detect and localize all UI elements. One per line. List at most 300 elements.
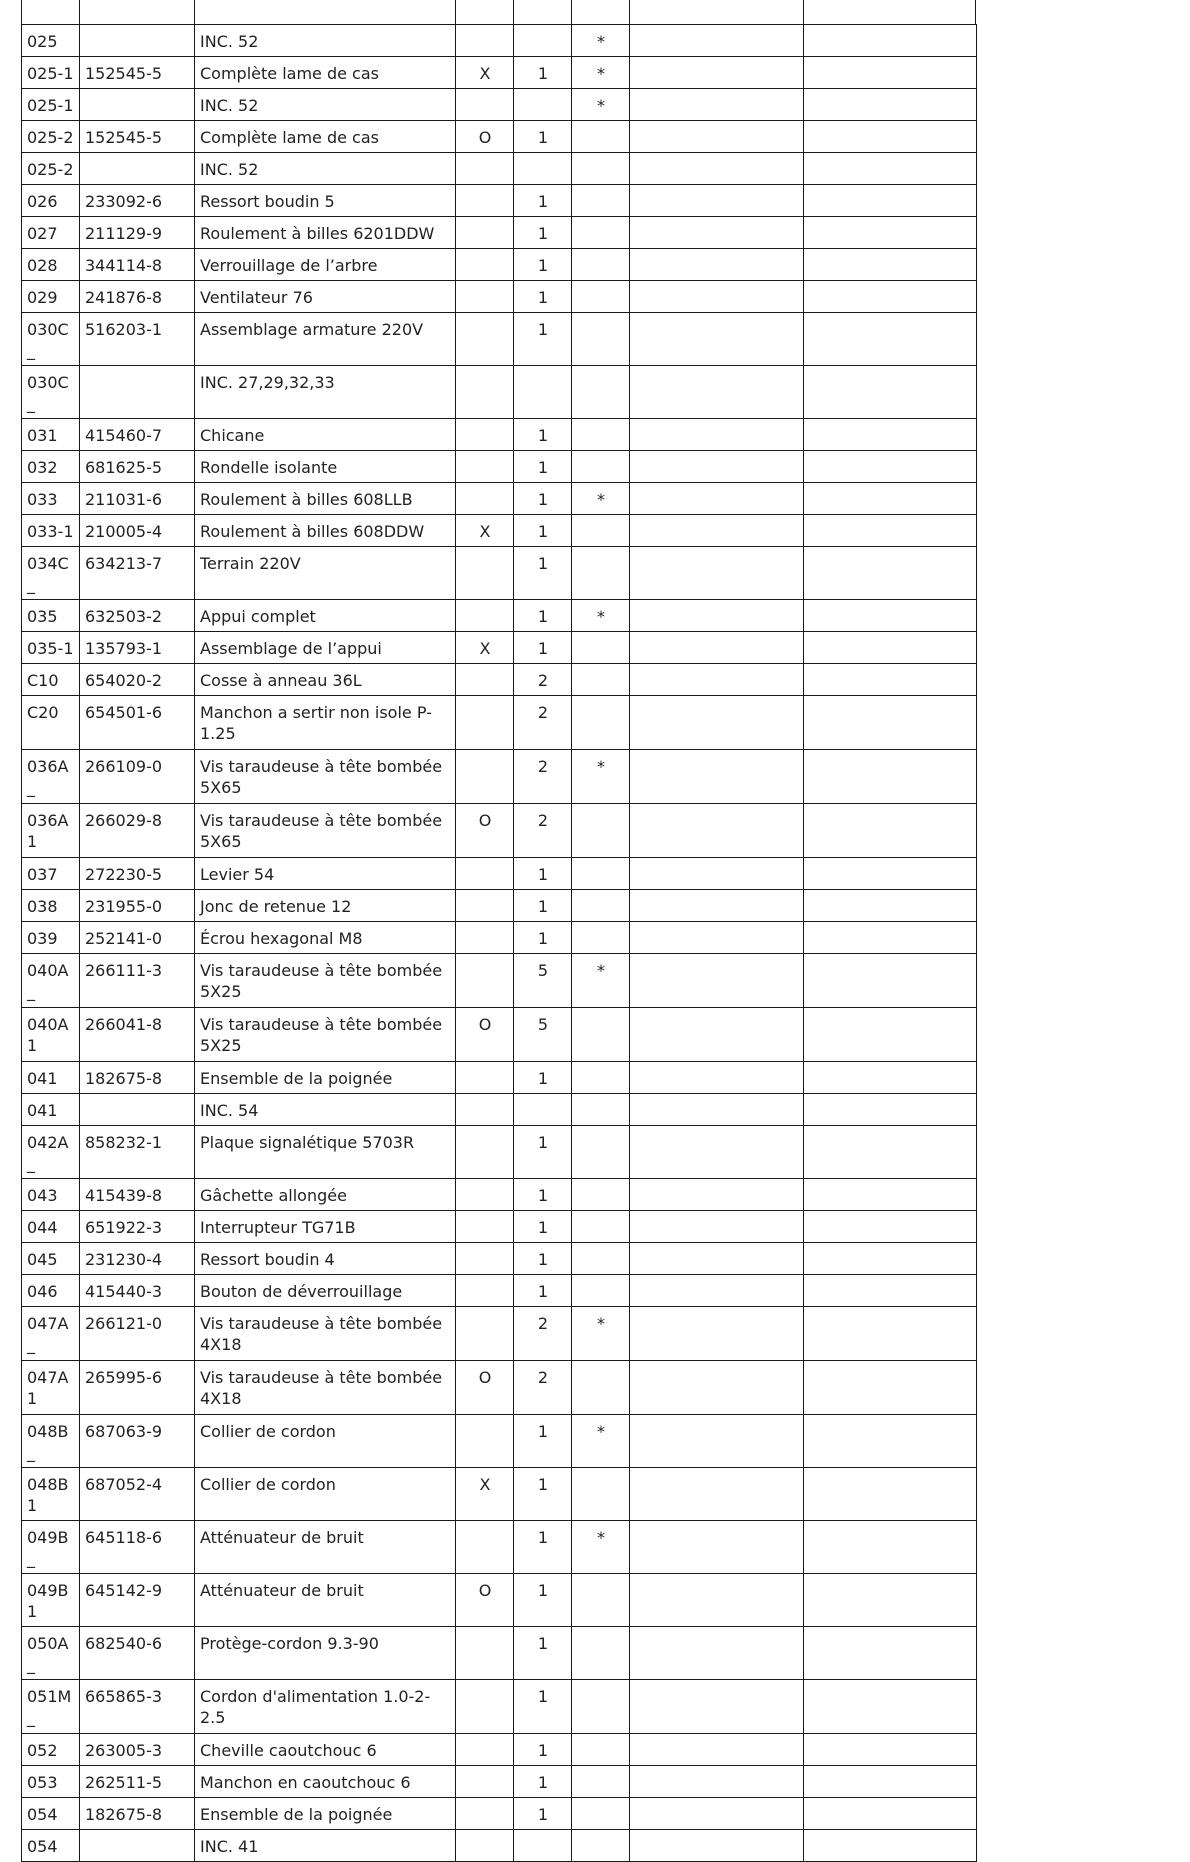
blank-cell [630, 121, 804, 153]
table-row [22, 366, 977, 419]
part-number: 654501-6 [80, 696, 195, 750]
blank-cell [804, 1627, 977, 1680]
table-row [22, 185, 977, 217]
quantity: 1 [514, 515, 572, 547]
quantity: 2 [514, 664, 572, 696]
description: Plaque signalétique 5703R [195, 1126, 456, 1179]
description: Appui complet [195, 600, 456, 632]
note-mark [572, 1627, 630, 1680]
blank-cell [630, 1275, 804, 1307]
variant-flag [456, 153, 514, 185]
blank-cell [630, 185, 804, 217]
description: Gâchette allongée [195, 1179, 456, 1211]
description: Interrupteur TG71B [195, 1211, 456, 1243]
blank-cell [630, 281, 804, 313]
description: Cordon d'alimentation 1.0-2-2.5 [195, 1680, 456, 1734]
part-number: 682540-6 [80, 1627, 195, 1680]
blank-cell [630, 954, 804, 1008]
blank-cell [804, 890, 977, 922]
quantity: 2 [514, 1307, 572, 1361]
variant-flag [456, 1734, 514, 1766]
note-mark [572, 1211, 630, 1243]
column-edge [21, 0, 22, 24]
note-mark [572, 451, 630, 483]
variant-flag [456, 954, 514, 1008]
quantity: 1 [514, 1766, 572, 1798]
quantity: 2 [514, 750, 572, 804]
quantity: 1 [514, 185, 572, 217]
description: Complète lame de cas [195, 57, 456, 89]
quantity: 1 [514, 547, 572, 600]
column-edge [571, 0, 572, 24]
blank-cell [630, 890, 804, 922]
item-number: 035 [22, 600, 80, 632]
quantity: 1 [514, 57, 572, 89]
variant-flag [456, 922, 514, 954]
description: Roulement à billes 608LLB [195, 483, 456, 515]
description: Vis taraudeuse à tête bombée 4X18 [195, 1307, 456, 1361]
item-number: 046 [22, 1275, 80, 1307]
blank-cell [804, 1798, 977, 1830]
blank-cell [630, 1627, 804, 1680]
description: Collier de cordon [195, 1415, 456, 1468]
part-number: 645142-9 [80, 1574, 195, 1627]
part-number: 632503-2 [80, 600, 195, 632]
variant-flag [456, 1179, 514, 1211]
quantity [514, 1094, 572, 1126]
item-number: 041 [22, 1062, 80, 1094]
note-mark: * [572, 483, 630, 515]
variant-flag [456, 696, 514, 750]
description: Vis taraudeuse à tête bombée 5X65 [195, 750, 456, 804]
table-row [22, 57, 977, 89]
table-row [22, 954, 977, 1008]
item-number: 039 [22, 922, 80, 954]
blank-cell [630, 1574, 804, 1627]
blank-cell [630, 1415, 804, 1468]
note-mark [572, 922, 630, 954]
blank-cell [804, 249, 977, 281]
item-number: 043 [22, 1179, 80, 1211]
blank-cell [804, 89, 977, 121]
description: Vis taraudeuse à tête bombée 5X25 [195, 954, 456, 1008]
quantity: 1 [514, 451, 572, 483]
note-mark [572, 1574, 630, 1627]
note-mark [572, 185, 630, 217]
part-number: 654020-2 [80, 664, 195, 696]
quantity: 1 [514, 1680, 572, 1734]
note-mark [572, 804, 630, 858]
part-number [80, 153, 195, 185]
blank-cell [804, 185, 977, 217]
description: Protège-cordon 9.3-90 [195, 1627, 456, 1680]
table-row [22, 696, 977, 750]
table-row [22, 249, 977, 281]
quantity: 1 [514, 1415, 572, 1468]
table-row [22, 1415, 977, 1468]
note-mark: * [572, 1415, 630, 1468]
parts-list [21, 24, 976, 1862]
table-row [22, 804, 977, 858]
item-number: 040A_ [22, 954, 80, 1008]
quantity: 1 [514, 1211, 572, 1243]
description: Manchon en caoutchouc 6 [195, 1766, 456, 1798]
part-number: 182675-8 [80, 1798, 195, 1830]
variant-flag [456, 547, 514, 600]
item-number: 031 [22, 419, 80, 451]
note-mark [572, 121, 630, 153]
variant-flag [456, 313, 514, 366]
blank-cell [804, 1062, 977, 1094]
note-mark [572, 419, 630, 451]
blank-cell [804, 153, 977, 185]
blank-cell [804, 1008, 977, 1062]
table-row [22, 25, 977, 57]
item-number: 030C_ [22, 366, 80, 419]
blank-cell [804, 25, 977, 57]
variant-flag [456, 1521, 514, 1574]
table-row [22, 858, 977, 890]
blank-cell [630, 366, 804, 419]
note-mark [572, 547, 630, 600]
variant-flag: O [456, 1574, 514, 1627]
variant-flag [456, 1307, 514, 1361]
part-number: 152545-5 [80, 121, 195, 153]
table-row [22, 1094, 977, 1126]
item-number: 030C_ [22, 313, 80, 366]
part-number: 266121-0 [80, 1307, 195, 1361]
quantity: 1 [514, 1468, 572, 1521]
item-number: 054 [22, 1830, 80, 1862]
part-number: 858232-1 [80, 1126, 195, 1179]
description: Ressort boudin 4 [195, 1243, 456, 1275]
note-mark [572, 1126, 630, 1179]
quantity: 1 [514, 1243, 572, 1275]
description: INC. 54 [195, 1094, 456, 1126]
blank-cell [804, 632, 977, 664]
blank-cell [630, 483, 804, 515]
blank-cell [630, 153, 804, 185]
note-mark [572, 153, 630, 185]
column-edge [803, 0, 804, 24]
variant-flag [456, 600, 514, 632]
item-number: 049B_ [22, 1521, 80, 1574]
item-number: 040A1 [22, 1008, 80, 1062]
variant-flag [456, 89, 514, 121]
description: Cheville caoutchouc 6 [195, 1734, 456, 1766]
description: INC. 41 [195, 1830, 456, 1862]
variant-flag [456, 419, 514, 451]
blank-cell [630, 57, 804, 89]
quantity: 1 [514, 313, 572, 366]
blank-cell [804, 1094, 977, 1126]
part-number: 687063-9 [80, 1415, 195, 1468]
description: Levier 54 [195, 858, 456, 890]
quantity: 1 [514, 858, 572, 890]
table-row [22, 1062, 977, 1094]
description: Vis taraudeuse à tête bombée 5X25 [195, 1008, 456, 1062]
part-number [80, 1094, 195, 1126]
part-number: 182675-8 [80, 1062, 195, 1094]
description: Manchon a sertir non isole P-1.25 [195, 696, 456, 750]
item-number: 054 [22, 1798, 80, 1830]
quantity: 1 [514, 483, 572, 515]
table-row [22, 1008, 977, 1062]
blank-cell [630, 1179, 804, 1211]
blank-cell [630, 1734, 804, 1766]
part-number: 651922-3 [80, 1211, 195, 1243]
blank-cell [630, 547, 804, 600]
quantity: 1 [514, 890, 572, 922]
table-row [22, 1361, 977, 1415]
column-edge [975, 0, 976, 24]
description: INC. 52 [195, 153, 456, 185]
variant-flag [456, 1211, 514, 1243]
description: Bouton de déverrouillage [195, 1275, 456, 1307]
part-number: 231230-4 [80, 1243, 195, 1275]
part-number: 665865-3 [80, 1680, 195, 1734]
table-row [22, 1468, 977, 1521]
part-number: 516203-1 [80, 313, 195, 366]
table-row [22, 1521, 977, 1574]
variant-flag [456, 1680, 514, 1734]
item-number: 025-2 [22, 153, 80, 185]
blank-cell [804, 313, 977, 366]
blank-cell [804, 1468, 977, 1521]
blank-cell [804, 451, 977, 483]
quantity: 2 [514, 696, 572, 750]
note-mark [572, 1468, 630, 1521]
column-edge [79, 0, 80, 24]
item-number: 033 [22, 483, 80, 515]
part-number: 266041-8 [80, 1008, 195, 1062]
blank-cell [804, 804, 977, 858]
part-number: 272230-5 [80, 858, 195, 890]
description: Vis taraudeuse à tête bombée 4X18 [195, 1361, 456, 1415]
note-mark [572, 890, 630, 922]
blank-cell [804, 696, 977, 750]
variant-flag [456, 1798, 514, 1830]
item-number: 027 [22, 217, 80, 249]
column-edge [629, 0, 630, 24]
description: Atténuateur de bruit [195, 1574, 456, 1627]
part-number: 266029-8 [80, 804, 195, 858]
blank-cell [630, 515, 804, 547]
item-number: 045 [22, 1243, 80, 1275]
note-mark [572, 1734, 630, 1766]
blank-cell [630, 696, 804, 750]
quantity: 1 [514, 922, 572, 954]
blank-cell [630, 419, 804, 451]
table-row [22, 1680, 977, 1734]
blank-cell [630, 249, 804, 281]
note-mark [572, 1680, 630, 1734]
variant-flag [456, 483, 514, 515]
part-number: 211031-6 [80, 483, 195, 515]
blank-cell [804, 483, 977, 515]
blank-cell [804, 281, 977, 313]
part-number: 415460-7 [80, 419, 195, 451]
part-number: 210005-4 [80, 515, 195, 547]
item-number: 025-1 [22, 57, 80, 89]
blank-cell [804, 1766, 977, 1798]
table-row [22, 547, 977, 600]
item-number: 038 [22, 890, 80, 922]
blank-cell [804, 1307, 977, 1361]
note-mark [572, 1094, 630, 1126]
note-mark: * [572, 57, 630, 89]
table-row [22, 217, 977, 249]
variant-flag [456, 1275, 514, 1307]
blank-cell [630, 1830, 804, 1862]
variant-flag [456, 1766, 514, 1798]
blank-cell [630, 858, 804, 890]
item-number: C10 [22, 664, 80, 696]
table-row [22, 922, 977, 954]
quantity [514, 25, 572, 57]
part-number: 645118-6 [80, 1521, 195, 1574]
part-number: 252141-0 [80, 922, 195, 954]
blank-cell [804, 922, 977, 954]
item-number: 032 [22, 451, 80, 483]
blank-cell [630, 804, 804, 858]
note-mark [572, 664, 630, 696]
blank-cell [804, 1680, 977, 1734]
blank-cell [804, 1734, 977, 1766]
description: Rondelle isolante [195, 451, 456, 483]
parts-table-body [22, 25, 977, 1862]
description: Collier de cordon [195, 1468, 456, 1521]
variant-flag [456, 185, 514, 217]
item-number: 034C_ [22, 547, 80, 600]
description: INC. 27,29,32,33 [195, 366, 456, 419]
table-row [22, 1766, 977, 1798]
blank-cell [630, 1680, 804, 1734]
variant-flag [456, 25, 514, 57]
description: Complète lame de cas [195, 121, 456, 153]
note-mark [572, 366, 630, 419]
blank-cell [804, 600, 977, 632]
table-row [22, 750, 977, 804]
description: Verrouillage de l’arbre [195, 249, 456, 281]
quantity: 1 [514, 1126, 572, 1179]
variant-flag [456, 1415, 514, 1468]
item-number: 051M_ [22, 1680, 80, 1734]
item-number: 036A_ [22, 750, 80, 804]
description: Chicane [195, 419, 456, 451]
item-number: 036A1 [22, 804, 80, 858]
quantity: 1 [514, 1574, 572, 1627]
part-number: 233092-6 [80, 185, 195, 217]
quantity: 2 [514, 804, 572, 858]
part-number: 265995-6 [80, 1361, 195, 1415]
table-row [22, 515, 977, 547]
item-number: 029 [22, 281, 80, 313]
part-number: 135793-1 [80, 632, 195, 664]
note-mark: * [572, 89, 630, 121]
blank-cell [804, 1521, 977, 1574]
note-mark [572, 313, 630, 366]
note-mark [572, 1830, 630, 1862]
table-row [22, 1211, 977, 1243]
note-mark [572, 1798, 630, 1830]
blank-cell [804, 1126, 977, 1179]
column-edge [455, 0, 456, 24]
blank-cell [804, 1574, 977, 1627]
blank-cell [804, 419, 977, 451]
blank-cell [630, 1766, 804, 1798]
description: Écrou hexagonal M8 [195, 922, 456, 954]
item-number: 033-1 [22, 515, 80, 547]
quantity: 1 [514, 121, 572, 153]
description: Cosse à anneau 36L [195, 664, 456, 696]
table-row [22, 1179, 977, 1211]
table-row [22, 153, 977, 185]
quantity: 1 [514, 281, 572, 313]
blank-cell [630, 1062, 804, 1094]
item-number: 035-1 [22, 632, 80, 664]
part-number: 681625-5 [80, 451, 195, 483]
table-row [22, 313, 977, 366]
part-number: 262511-5 [80, 1766, 195, 1798]
table-row [22, 1574, 977, 1627]
blank-cell [804, 858, 977, 890]
quantity: 1 [514, 1734, 572, 1766]
blank-cell [630, 1307, 804, 1361]
blank-cell [630, 1468, 804, 1521]
part-number: 263005-3 [80, 1734, 195, 1766]
blank-cell [804, 750, 977, 804]
variant-flag [456, 249, 514, 281]
description: Jonc de retenue 12 [195, 890, 456, 922]
table-row [22, 89, 977, 121]
blank-cell [630, 1521, 804, 1574]
blank-cell [630, 922, 804, 954]
blank-cell [630, 25, 804, 57]
blank-cell [630, 1094, 804, 1126]
note-mark [572, 1275, 630, 1307]
note-mark [572, 858, 630, 890]
variant-flag: O [456, 1361, 514, 1415]
blank-cell [804, 1275, 977, 1307]
part-number: 241876-8 [80, 281, 195, 313]
item-number: 026 [22, 185, 80, 217]
item-number: 025-2 [22, 121, 80, 153]
table-row [22, 1627, 977, 1680]
table-row [22, 1307, 977, 1361]
quantity: 1 [514, 1062, 572, 1094]
item-number: 025 [22, 25, 80, 57]
blank-cell [630, 1361, 804, 1415]
description: Ensemble de la poignée [195, 1062, 456, 1094]
note-mark [572, 1766, 630, 1798]
quantity [514, 153, 572, 185]
note-mark [572, 515, 630, 547]
table-row [22, 121, 977, 153]
blank-cell [804, 217, 977, 249]
blank-cell [630, 1211, 804, 1243]
description: Roulement à billes 608DDW [195, 515, 456, 547]
variant-flag: O [456, 804, 514, 858]
quantity: 1 [514, 419, 572, 451]
note-mark: * [572, 750, 630, 804]
blank-cell [804, 547, 977, 600]
note-mark: * [572, 1521, 630, 1574]
variant-flag [456, 1062, 514, 1094]
part-number: 266109-0 [80, 750, 195, 804]
variant-flag [456, 858, 514, 890]
blank-cell [804, 954, 977, 1008]
